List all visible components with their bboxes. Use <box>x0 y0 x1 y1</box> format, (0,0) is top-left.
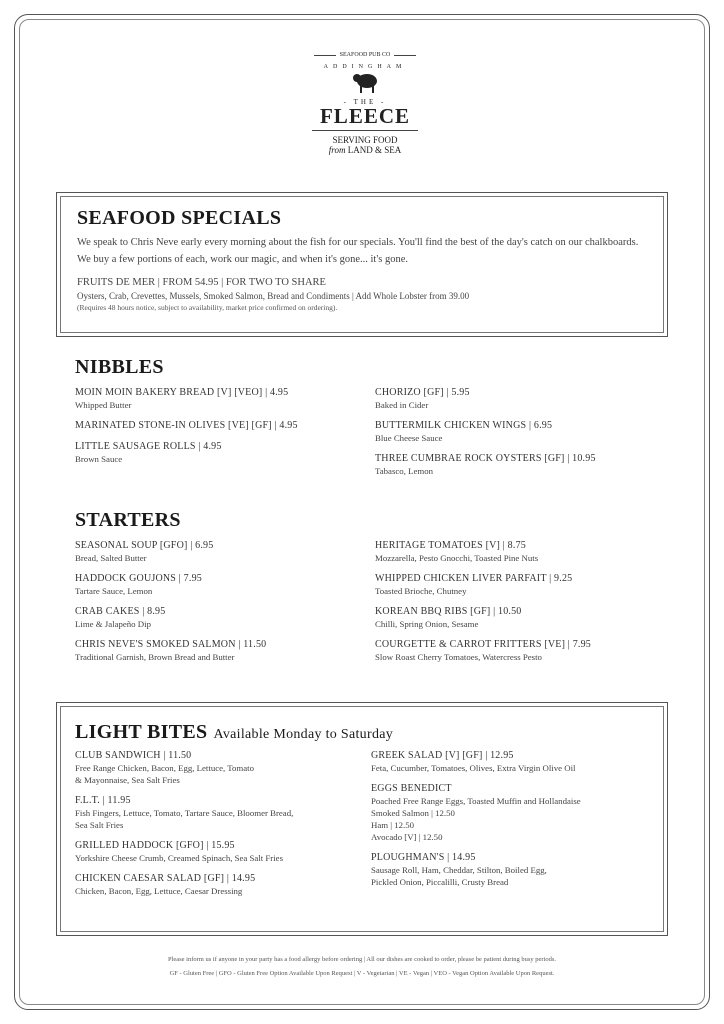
seafood-intro: We speak to Chris Neve early every morning about the fish for our specials. You'll find the best of the day's catch on our chalkboards. We buy a few portions of each, work our magic, and when it's gone... it's gone. <box>77 237 639 265</box>
item-name: HADDOCK GOUJONS | 7.95 <box>75 573 202 584</box>
item-desc: Traditional Garnish, Brown Bread and Butter <box>75 652 235 662</box>
item-name: GREEK SALAD [V] [GF] | 12.95 <box>371 750 514 761</box>
menu-item <box>75 873 371 897</box>
dietary-key: GF - Gluten Free | GFO - Gluten Free Option Available Upon Request | V - Vegetarian | VE - Vegan | VEO - Vegan Option Available Upon Request. <box>169 970 555 977</box>
item-name: LITTLE SAUSAGE ROLLS | 4.95 <box>75 441 222 452</box>
item-name: SEASONAL SOUP [GFO] | 6.95 <box>75 540 214 551</box>
item-variant: Ham | 12.50 <box>371 820 415 830</box>
menu-item <box>75 750 371 786</box>
item-desc: Free Range Chicken, Bacon, Egg, Lettuce, Tomato <box>75 763 255 773</box>
item-name: CHORIZO [GF] | 5.95 <box>375 387 470 398</box>
menu-item <box>75 639 375 663</box>
menu-item <box>75 606 375 630</box>
fruits-de-mer: FRUITS DE MER | FROM 54.95 | FOR TWO TO SHARE <box>77 277 326 288</box>
item-name: KOREAN BBQ RIBS [GF] | 10.50 <box>375 606 522 617</box>
allergy-note: Please inform us if anyone in your party has a food allergy before ordering | All our dishes are cooked to order, please be patient during busy periods. <box>167 956 557 963</box>
menu-item <box>375 540 675 564</box>
item-name: GRILLED HADDOCK [GFO] | 15.95 <box>75 840 235 851</box>
item-desc: Mozzarella, Pesto Gnocchi, Toasted Pine Nuts <box>375 553 539 563</box>
item-desc: Lime & Jalapeño Dip <box>75 619 151 629</box>
menu-item <box>375 387 675 411</box>
logo-pub-co: SEAFOOD PUB CO <box>300 52 430 58</box>
item-variant: Smoked Salmon | 12.50 <box>371 808 455 818</box>
menu-item <box>75 441 375 465</box>
menu-item <box>75 420 375 432</box>
item-desc: Slow Roast Cherry Tomatoes, Watercress Pesto <box>375 652 542 662</box>
item-desc: Toasted Brioche, Chutney <box>375 586 467 596</box>
item-name: CHRIS NEVE'S SMOKED SALMON | 11.50 <box>75 639 267 650</box>
item-name: MOIN MOIN BAKERY BREAD [V] [VEO] | 4.95 <box>75 387 289 398</box>
item-name: HERITAGE TOMATOES [V] | 8.75 <box>375 540 526 551</box>
item-desc: Tabasco, Lemon <box>375 466 434 476</box>
light-bites-title: LIGHT BITES <box>75 721 208 743</box>
logo-the: - THE - <box>343 98 387 106</box>
item-name: F.L.T. | 11.95 <box>75 795 131 806</box>
item-name: THREE CUMBRAE ROCK OYSTERS [GF] | 10.95 <box>375 453 596 464</box>
light-bites-subtitle: Available Monday to Saturday <box>213 727 394 742</box>
menu-item <box>371 750 667 774</box>
item-desc: Sea Salt Fries <box>75 820 124 830</box>
logo-name: FLEECE <box>312 106 418 131</box>
item-name: CLUB SANDWICH | 11.50 <box>75 750 192 761</box>
item-desc: Yorkshire Cheese Crumb, Creamed Spinach, Sea Salt Fries <box>75 853 284 863</box>
menu-item <box>75 573 375 597</box>
item-name: COURGETTE & CARROT FRITTERS [VE] | 7.95 <box>375 639 592 650</box>
item-desc: Pickled Onion, Piccalilli, Crusty Bread <box>371 877 509 887</box>
item-desc: Tartare Sauce, Lemon <box>75 586 153 596</box>
menu-item <box>75 540 375 564</box>
starters-section <box>75 509 675 672</box>
fruits-de-mer-note: (Requires 48 hours notice, subject to availability, market price confirmed on ordering). <box>77 303 338 312</box>
section-title: NIBBLES <box>75 356 164 378</box>
item-desc: Sausage Roll, Ham, Cheddar, Stilton, Boiled Egg, <box>371 865 547 875</box>
logo <box>300 52 430 155</box>
item-name: CHICKEN CAESAR SALAD [GF] | 14.95 <box>75 873 256 884</box>
item-desc: Chicken, Bacon, Egg, Lettuce, Caesar Dressing <box>75 886 243 896</box>
nibbles-section <box>75 356 675 486</box>
item-name: WHIPPED CHICKEN LIVER PARFAIT | 9.25 <box>375 573 573 584</box>
menu-item <box>75 840 371 864</box>
fruits-de-mer-desc: Oysters, Crab, Crevettes, Mussels, Smoked Salmon, Bread and Condiments | Add Whole Lobster from 39.00 <box>77 291 470 301</box>
item-name: CRAB CAKES | 8.95 <box>75 606 166 617</box>
item-name: EGGS BENEDICT <box>371 783 452 794</box>
logo-from: from <box>328 145 346 155</box>
sheep-icon <box>300 70 430 98</box>
section-title: SEAFOOD SPECIALS <box>77 207 282 229</box>
item-desc: & Mayonnaise, Sea Salt Fries <box>75 775 180 785</box>
item-name: BUTTERMILK CHICKEN WINGS | 6.95 <box>375 420 553 431</box>
logo-land: LAND & SEA <box>347 145 402 155</box>
item-desc: Blue Cheese Sauce <box>375 433 443 443</box>
menu-item <box>375 606 675 630</box>
section-title: STARTERS <box>75 509 181 531</box>
menu-item <box>75 795 371 831</box>
item-name: PLOUGHMAN'S | 14.95 <box>371 852 476 863</box>
menu-item <box>375 639 675 663</box>
item-variant: Avocado [V] | 12.50 <box>371 832 443 842</box>
menu-item <box>375 420 675 444</box>
menu-item <box>371 852 667 888</box>
item-name: MARINATED STONE-IN OLIVES [VE] [GF] | 4.95 <box>75 420 298 431</box>
item-desc: Whipped Butter <box>75 400 132 410</box>
menu-item <box>75 387 375 411</box>
item-desc: Feta, Cucumber, Tomatoes, Olives, Extra Virgin Olive Oil <box>371 763 576 773</box>
menu-item <box>375 573 675 597</box>
section-title <box>75 721 667 744</box>
item-desc: Poached Free Range Eggs, Toasted Muffin and Hollandaise <box>371 796 581 806</box>
seafood-specials-box <box>56 192 668 337</box>
logo-serving: SERVING FOOD <box>332 135 398 145</box>
item-desc: Bread, Salted Butter <box>75 553 147 563</box>
menu-item <box>375 453 675 477</box>
item-desc: Fish Fingers, Lettuce, Tomato, Tartare Sauce, Bloomer Bread, <box>75 808 294 818</box>
item-desc: Brown Sauce <box>75 454 123 464</box>
menu-item <box>371 783 667 843</box>
item-desc: Chilli, Spring Onion, Sesame <box>375 619 479 629</box>
logo-place: ADDINGHAM <box>323 64 407 70</box>
light-bites-box <box>56 702 668 936</box>
item-desc: Baked in Cider <box>375 400 429 410</box>
